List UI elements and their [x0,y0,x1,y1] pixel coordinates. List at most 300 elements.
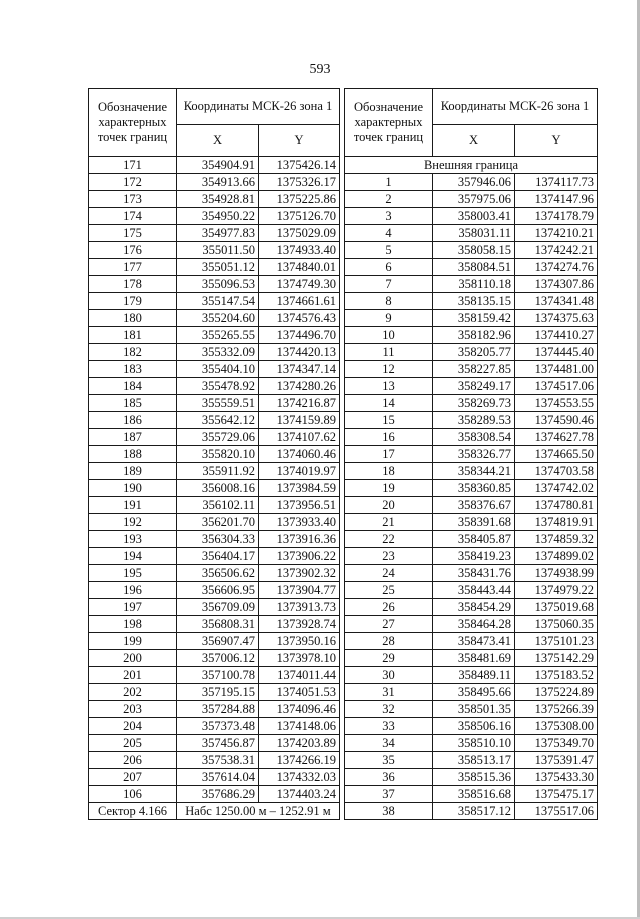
table-row [89,259,340,276]
point-number: 193 [89,531,177,548]
coord-x: 358308.54 [433,429,515,446]
coord-y: 1374627.78 [515,429,598,446]
point-number: 185 [89,395,177,412]
table-row [89,650,340,667]
coord-x: 358481.69 [433,650,515,667]
table-row [89,344,340,361]
coord-y: 1374060.46 [259,446,340,463]
table-row [89,633,340,650]
table-row [89,361,340,378]
point-number: 194 [89,548,177,565]
coord-x: 358031.11 [433,225,515,242]
coord-y: 1374749.30 [259,276,340,293]
coord-x: 354950.22 [177,208,259,225]
coord-x: 357538.31 [177,752,259,769]
coord-x: 355011.50 [177,242,259,259]
coord-x: 358473.41 [433,633,515,650]
point-number: 1 [345,174,433,191]
point-number: 180 [89,310,177,327]
sector-label: Сектор 4.166 [89,803,177,820]
coord-y: 1374819.91 [515,514,598,531]
point-number: 199 [89,633,177,650]
coord-y: 1374280.26 [259,378,340,395]
header-y: Y [515,125,598,157]
coord-y: 1374445.40 [515,344,598,361]
point-number: 200 [89,650,177,667]
point-number: 204 [89,718,177,735]
point-number: 179 [89,293,177,310]
point-number: 198 [89,616,177,633]
point-number: 201 [89,667,177,684]
coord-x: 358084.51 [433,259,515,276]
coord-x: 358515.36 [433,769,515,786]
header-designation: Обозначение характерных точек границ [89,89,177,157]
coord-x: 358419.23 [433,548,515,565]
header-x: X [433,125,515,157]
coord-x: 356907.47 [177,633,259,650]
coord-x: 358517.12 [433,803,515,820]
right-table-body [345,174,598,820]
table-row [345,616,598,633]
coord-y: 1374307.86 [515,276,598,293]
table-row [345,242,598,259]
coord-y: 1374703.58 [515,463,598,480]
coord-y: 1374780.81 [515,497,598,514]
table-row [345,548,598,565]
table-row [89,327,340,344]
point-number: 192 [89,514,177,531]
coord-y: 1374216.87 [259,395,340,412]
coord-y: 1374590.46 [515,412,598,429]
coord-y: 1374553.55 [515,395,598,412]
coord-y: 1374159.89 [259,412,340,429]
coord-x: 358501.35 [433,701,515,718]
coord-x: 358510.10 [433,735,515,752]
point-number: 4 [345,225,433,242]
point-number: 3 [345,208,433,225]
coord-x: 358506.16 [433,718,515,735]
point-number: 32 [345,701,433,718]
coord-x: 355478.92 [177,378,259,395]
point-number: 197 [89,599,177,616]
coord-x: 355265.55 [177,327,259,344]
coord-x: 358344.21 [433,463,515,480]
point-number: 190 [89,480,177,497]
coord-x: 358249.17 [433,378,515,395]
table-row [345,259,598,276]
coord-x: 356709.09 [177,599,259,616]
point-number: 11 [345,344,433,361]
coord-y: 1374203.89 [259,735,340,752]
header-designation: Обозначение характерных точек границ [345,89,433,157]
table-row [89,157,340,174]
table-row [345,395,598,412]
table-row [345,667,598,684]
table-row [345,429,598,446]
coord-y: 1375308.00 [515,718,598,735]
coord-x: 357284.88 [177,701,259,718]
coord-y: 1374274.76 [515,259,598,276]
point-number: 8 [345,293,433,310]
coord-x: 358360.85 [433,480,515,497]
coord-x: 354977.83 [177,225,259,242]
coord-x: 358443.44 [433,582,515,599]
coord-x: 358159.42 [433,310,515,327]
coord-x: 357456.87 [177,735,259,752]
coord-y: 1375019.68 [515,599,598,616]
table-row [345,480,598,497]
table-row [345,497,598,514]
coord-x: 356506.62 [177,565,259,582]
point-number: 7 [345,276,433,293]
table-row [89,548,340,565]
coord-y: 1375225.86 [259,191,340,208]
table-row [89,174,340,191]
coord-x: 358431.76 [433,565,515,582]
coord-x: 358464.28 [433,616,515,633]
coord-x: 358495.66 [433,684,515,701]
coord-y: 1374859.32 [515,531,598,548]
table-row [345,582,598,599]
coord-y: 1374051.53 [259,684,340,701]
point-number: 174 [89,208,177,225]
point-number: 15 [345,412,433,429]
coord-y: 1375326.17 [259,174,340,191]
coord-y: 1374117.73 [515,174,598,191]
header-y: Y [259,125,340,157]
point-number: 186 [89,412,177,429]
coord-x: 358376.67 [433,497,515,514]
coord-x: 356606.95 [177,582,259,599]
table-row [345,412,598,429]
coord-x: 355911.92 [177,463,259,480]
point-number: 195 [89,565,177,582]
point-number: 18 [345,463,433,480]
point-number: 2 [345,191,433,208]
table-row [89,191,340,208]
coord-y: 1373928.74 [259,616,340,633]
table-row [89,378,340,395]
point-number: 5 [345,242,433,259]
table-row [345,463,598,480]
coord-x: 358489.11 [433,667,515,684]
coord-y: 1374210.21 [515,225,598,242]
coord-x: 355820.10 [177,446,259,463]
coord-x: 357195.15 [177,684,259,701]
sector-row [89,803,340,820]
left-table-body [89,157,340,803]
table-row [345,276,598,293]
table-row [89,531,340,548]
table-row [89,497,340,514]
table-row [89,242,340,259]
table-row [345,565,598,582]
table-row [345,208,598,225]
coord-y: 1373906.22 [259,548,340,565]
header-x: X [177,125,259,157]
coord-x: 355729.06 [177,429,259,446]
coord-x: 355332.09 [177,344,259,361]
coord-x: 357100.78 [177,667,259,684]
coord-x: 356304.33 [177,531,259,548]
coord-x: 358391.68 [433,514,515,531]
coord-y: 1375101.23 [515,633,598,650]
coord-y: 1374420.13 [259,344,340,361]
table-row [89,276,340,293]
coord-y: 1374517.06 [515,378,598,395]
point-number: 196 [89,582,177,599]
coord-y: 1375349.70 [515,735,598,752]
coord-y: 1373984.59 [259,480,340,497]
coord-y: 1375126.70 [259,208,340,225]
table-row [345,769,598,786]
coordinates-table-left [88,88,340,820]
table-row [89,463,340,480]
table-row [345,701,598,718]
point-number: 6 [345,259,433,276]
coord-y: 1374266.19 [259,752,340,769]
coord-y: 1373956.51 [259,497,340,514]
coord-x: 358058.15 [433,242,515,259]
coord-x: 355404.10 [177,361,259,378]
point-number: 27 [345,616,433,633]
coord-y: 1374096.46 [259,701,340,718]
table-row [345,293,598,310]
coord-y: 1375517.06 [515,803,598,820]
coord-y: 1373916.36 [259,531,340,548]
coord-y: 1373904.77 [259,582,340,599]
coord-x: 358454.29 [433,599,515,616]
table-row [89,718,340,735]
point-number: 23 [345,548,433,565]
coord-x: 358516.68 [433,786,515,803]
point-number: 34 [345,735,433,752]
table-row [345,752,598,769]
coord-y: 1374661.61 [259,293,340,310]
point-number: 202 [89,684,177,701]
point-number: 17 [345,446,433,463]
outer-boundary-title: Внешняя граница [345,157,598,174]
coord-y: 1374011.44 [259,667,340,684]
coord-x: 355204.60 [177,310,259,327]
coord-y: 1374933.40 [259,242,340,259]
coord-x: 358110.18 [433,276,515,293]
coord-y: 1374148.06 [259,718,340,735]
point-number: 25 [345,582,433,599]
page-number: 593 [309,62,331,77]
table-row [89,395,340,412]
point-number: 31 [345,684,433,701]
coord-y: 1374410.27 [515,327,598,344]
coord-y: 1375433.30 [515,769,598,786]
table-row [345,225,598,242]
coord-x: 358182.96 [433,327,515,344]
coord-y: 1375060.35 [515,616,598,633]
table-row [345,191,598,208]
table-row [345,361,598,378]
point-number: 176 [89,242,177,259]
table-row [345,446,598,463]
coord-y: 1375224.89 [515,684,598,701]
table-row [345,310,598,327]
point-number: 9 [345,310,433,327]
point-number: 38 [345,803,433,820]
point-number: 29 [345,650,433,667]
coord-x: 358513.17 [433,752,515,769]
table-row [89,565,340,582]
table-row [89,480,340,497]
point-number: 12 [345,361,433,378]
table-row [89,514,340,531]
table-row [89,412,340,429]
table-row [345,599,598,616]
table-row [345,718,598,735]
table-row [345,531,598,548]
point-number: 19 [345,480,433,497]
coord-y: 1374576.43 [259,310,340,327]
point-number: 184 [89,378,177,395]
coord-y: 1375391.47 [515,752,598,769]
coord-y: 1374742.02 [515,480,598,497]
point-number: 203 [89,701,177,718]
coord-y: 1374242.21 [515,242,598,259]
table-row [89,310,340,327]
coord-y: 1373950.16 [259,633,340,650]
point-number: 24 [345,565,433,582]
point-number: 207 [89,769,177,786]
table-row [345,735,598,752]
point-number: 21 [345,514,433,531]
coord-y: 1373978.10 [259,650,340,667]
coord-y: 1374403.24 [259,786,340,803]
table-row [89,429,340,446]
table-row [89,446,340,463]
table-row [345,378,598,395]
table-row [345,174,598,191]
point-number: 22 [345,531,433,548]
coord-y: 1374147.96 [515,191,598,208]
coord-x: 354904.91 [177,157,259,174]
point-number: 35 [345,752,433,769]
point-number: 177 [89,259,177,276]
table-row [345,633,598,650]
coord-y: 1374979.22 [515,582,598,599]
point-number: 20 [345,497,433,514]
coord-x: 356808.31 [177,616,259,633]
coord-x: 358135.15 [433,293,515,310]
coord-y: 1375426.14 [259,157,340,174]
table-row [345,650,598,667]
coord-x: 355642.12 [177,412,259,429]
coord-x: 358205.77 [433,344,515,361]
coord-y: 1374347.14 [259,361,340,378]
coord-x: 358326.77 [433,446,515,463]
table-row [89,667,340,684]
point-number: 172 [89,174,177,191]
table-row [89,701,340,718]
table-row [89,769,340,786]
table-row [345,327,598,344]
coordinates-table-right [344,88,598,820]
coord-x: 357006.12 [177,650,259,667]
coord-y: 1375142.29 [515,650,598,667]
table-row [345,684,598,701]
sector-value: Набс 1250.00 м – 1252.91 м [177,803,340,820]
table-row [89,616,340,633]
coord-x: 358227.85 [433,361,515,378]
point-number: 28 [345,633,433,650]
coord-y: 1374938.99 [515,565,598,582]
coord-x: 358289.53 [433,412,515,429]
coord-x: 356201.70 [177,514,259,531]
coord-x: 355147.54 [177,293,259,310]
point-number: 175 [89,225,177,242]
point-number: 36 [345,769,433,786]
coord-y: 1375183.52 [515,667,598,684]
point-number: 13 [345,378,433,395]
point-number: 37 [345,786,433,803]
header-coordinates: Координаты МСК-26 зона 1 [177,89,340,125]
coord-y: 1374481.00 [515,361,598,378]
coord-y: 1374332.03 [259,769,340,786]
table-row [345,803,598,820]
point-number: 173 [89,191,177,208]
point-number: 16 [345,429,433,446]
point-number: 14 [345,395,433,412]
point-number: 26 [345,599,433,616]
coord-x: 356008.16 [177,480,259,497]
coord-x: 354913.66 [177,174,259,191]
coord-y: 1374107.62 [259,429,340,446]
coord-x: 357686.29 [177,786,259,803]
coord-y: 1374178.79 [515,208,598,225]
point-number: 178 [89,276,177,293]
table-row [89,293,340,310]
point-number: 182 [89,344,177,361]
point-number: 205 [89,735,177,752]
point-number: 189 [89,463,177,480]
point-number: 171 [89,157,177,174]
coord-x: 357975.06 [433,191,515,208]
table-row [345,344,598,361]
table-row [89,735,340,752]
table-row [89,786,340,803]
point-number: 10 [345,327,433,344]
coord-y: 1374840.01 [259,259,340,276]
coord-x: 354928.81 [177,191,259,208]
coord-x: 356404.17 [177,548,259,565]
point-number: 191 [89,497,177,514]
point-number: 187 [89,429,177,446]
coord-x: 357946.06 [433,174,515,191]
coord-y: 1374375.63 [515,310,598,327]
coord-x: 358405.87 [433,531,515,548]
table-row [345,514,598,531]
section-title-row [345,157,598,174]
coord-y: 1374899.02 [515,548,598,565]
table-row [89,684,340,701]
coord-y: 1373902.32 [259,565,340,582]
coord-y: 1373913.73 [259,599,340,616]
table-row [89,752,340,769]
coord-y: 1374341.48 [515,293,598,310]
coord-x: 358003.41 [433,208,515,225]
table-row [89,582,340,599]
table-row [89,225,340,242]
table-row [345,786,598,803]
coord-y: 1373933.40 [259,514,340,531]
coord-y: 1375266.39 [515,701,598,718]
